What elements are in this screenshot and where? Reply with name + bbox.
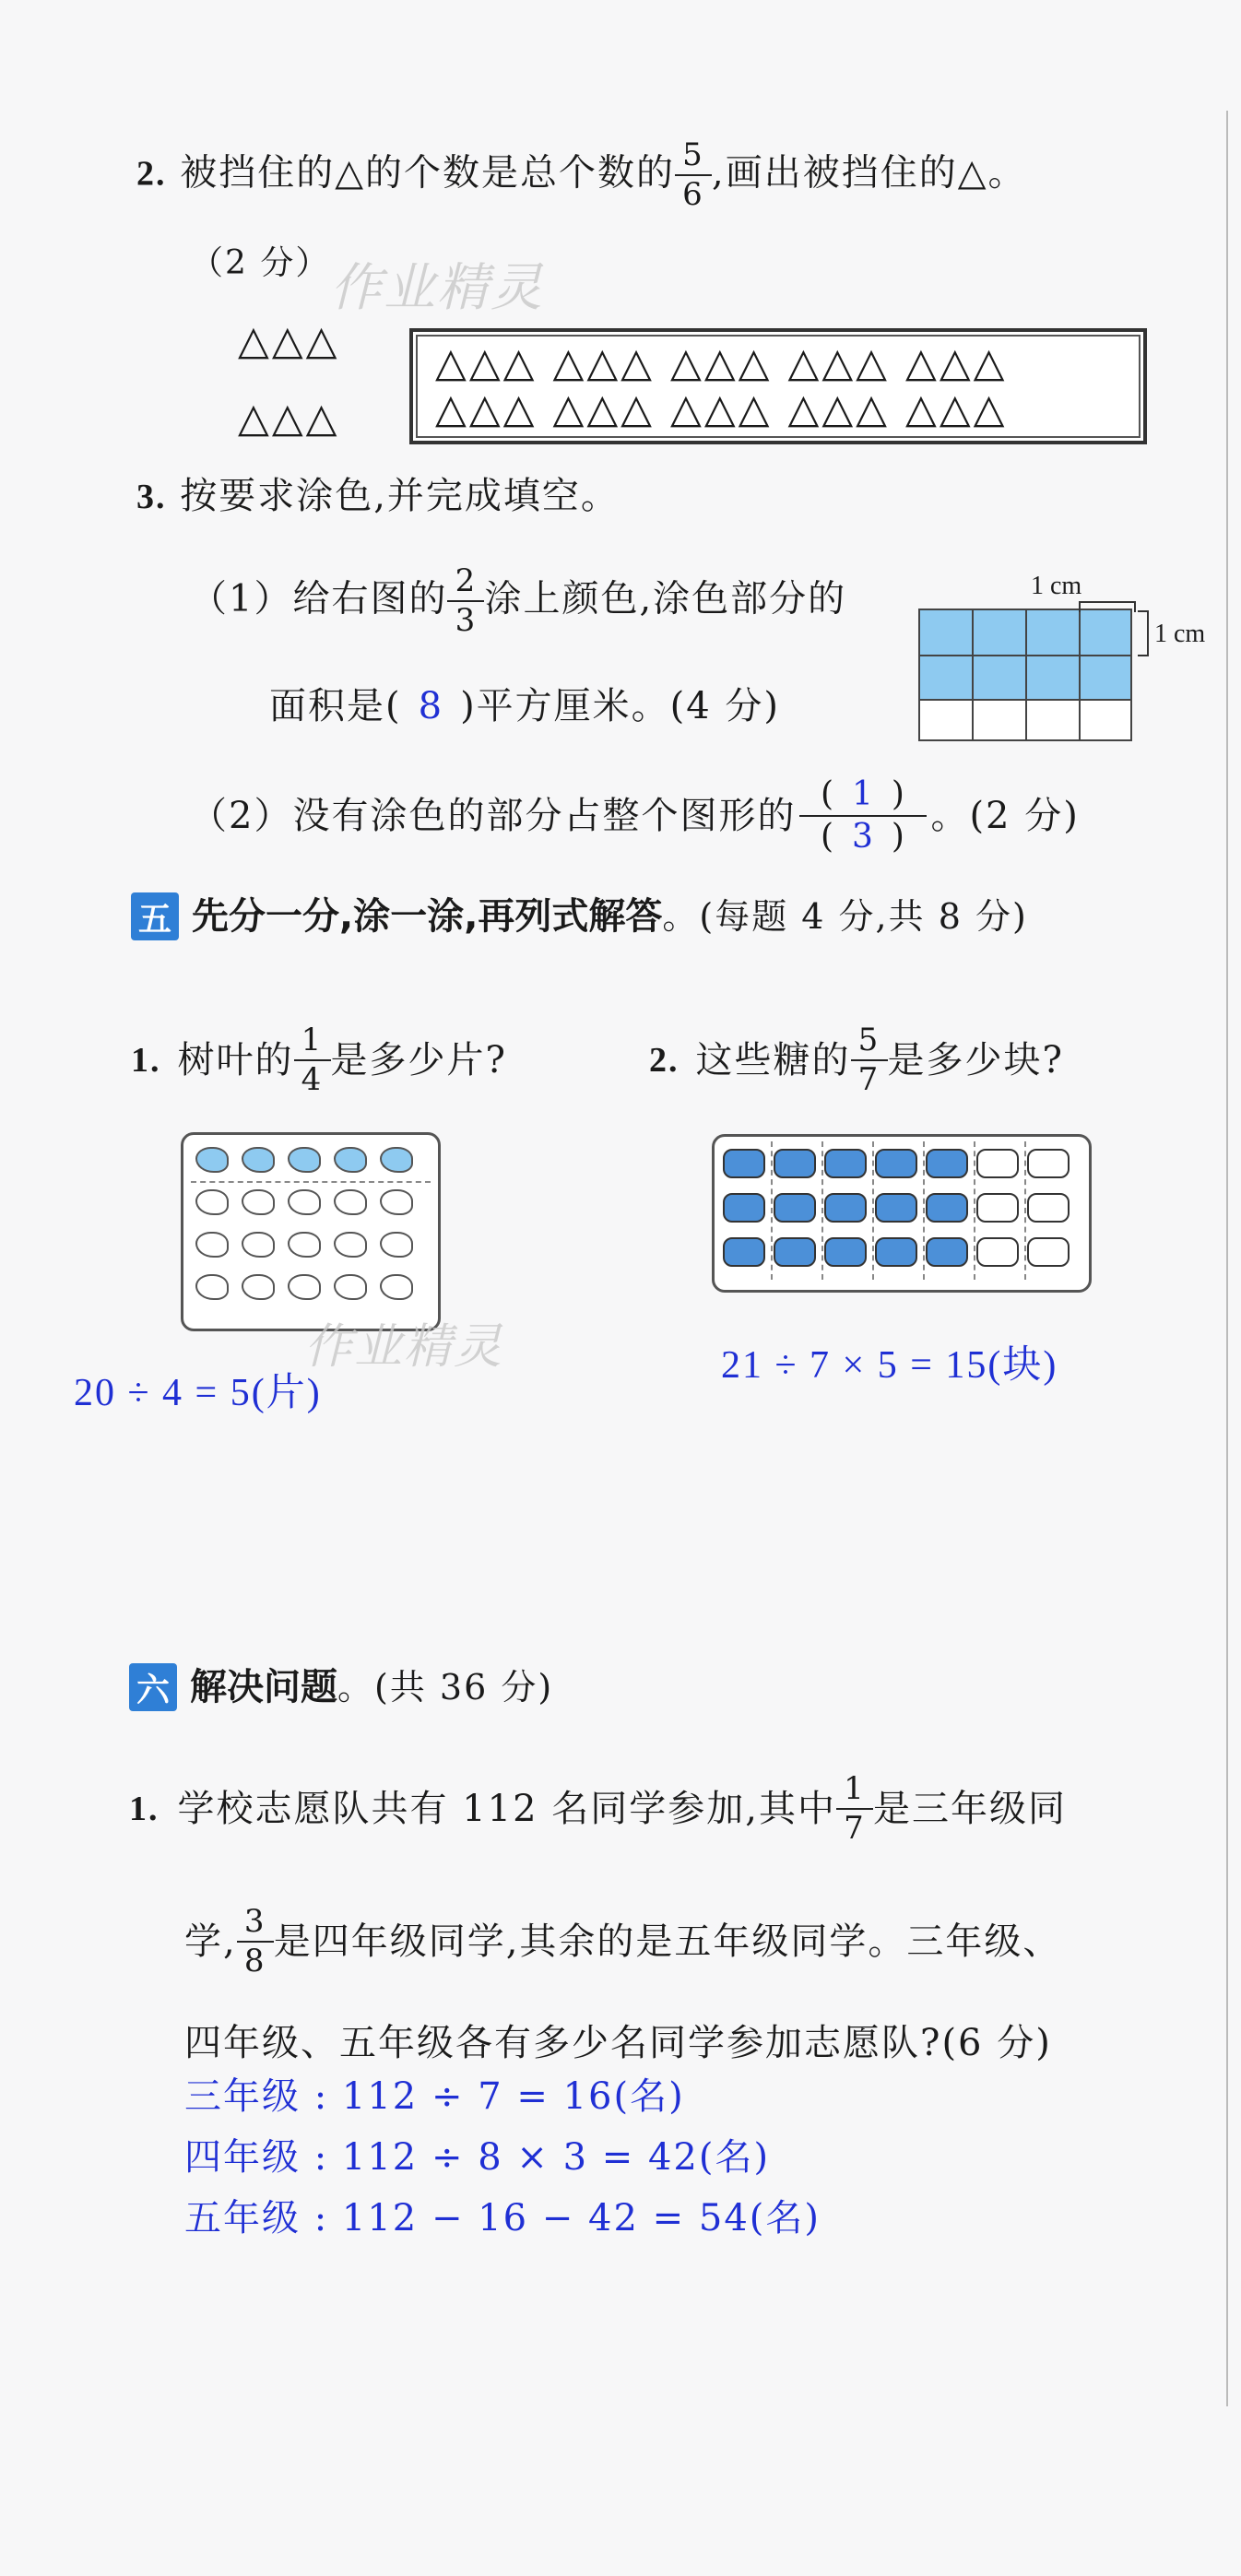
s5-q2-frac-numerator: 5 (857, 1022, 881, 1058)
box-triangles-row1: △△△ △△△ △△△ △△△ △△△ (435, 339, 1008, 386)
q3-part2-line (190, 776, 1080, 855)
grid-cell (1079, 655, 1132, 701)
leaf-icon (334, 1147, 367, 1173)
candy-icon (976, 1193, 1019, 1223)
grid-cell (972, 609, 1027, 656)
candy-divider (923, 1141, 925, 1280)
candy-icon (926, 1237, 968, 1267)
candy-divider (974, 1141, 975, 1280)
leaf-icon (288, 1147, 321, 1173)
grid-cell (1079, 699, 1132, 741)
candy-icon (976, 1149, 1019, 1178)
q3-part1-line1 (190, 564, 846, 639)
leaf-icon (380, 1189, 413, 1215)
q3-p2-denominator-row: ( 3 ) (820, 817, 906, 856)
candy-divider (771, 1141, 773, 1280)
grid-cell (918, 655, 974, 701)
s6-q1-number: 1. (129, 1790, 160, 1829)
section-5-badge: 五 (131, 892, 179, 940)
s5-q2-line (649, 1023, 1064, 1098)
dim-label-right: 1 cm (1154, 620, 1206, 648)
q3-line (136, 475, 620, 517)
q3-p1-frac-denominator: 3 (455, 602, 478, 640)
q2-text-a: 被挡住的△的个数是总个数的 (180, 151, 675, 195)
watermark: 作业精灵 (330, 258, 544, 318)
s5-q1-frac-numerator: 1 (301, 1022, 324, 1058)
candy-icon (723, 1149, 765, 1178)
s6-answer-grade3: 三年级 : 112 ÷ 7 = 16(名) (184, 2075, 685, 2118)
loose-triangles-top: △△△ (238, 317, 340, 364)
grid-cell (918, 609, 974, 656)
leaf-icon (242, 1189, 275, 1215)
q3-p1-answer: 8 (418, 685, 444, 727)
grid-cell (1079, 609, 1132, 656)
s5-q1-line (131, 1023, 507, 1098)
q2-line (136, 138, 1026, 213)
q3-p2-score: 。(2 分) (930, 794, 1080, 837)
s6-q1-line2 (184, 1905, 1061, 1979)
dim-bracket-right (1138, 610, 1149, 656)
s6-q1-line1 (129, 1772, 1067, 1847)
watermark: 作业精灵 (304, 1319, 504, 1375)
candy-icon (875, 1237, 917, 1267)
candy-icon (875, 1149, 917, 1178)
q2-number: 2. (136, 154, 167, 194)
leaf-icon (288, 1189, 321, 1215)
q3-text: 按要求涂色,并完成填空。 (180, 475, 620, 517)
dim-label-top: 1 cm (1031, 572, 1082, 600)
leaf-icon (334, 1189, 367, 1215)
s5-q2-text-b: 是多少块? (887, 1039, 1064, 1082)
candy-icon (926, 1193, 968, 1223)
candy-icon (774, 1149, 816, 1178)
candy-icon (774, 1193, 816, 1223)
q3-p2-denominator: 3 (852, 817, 875, 856)
candy-icon (976, 1237, 1019, 1267)
s5-q2-number: 2. (649, 1041, 680, 1081)
s6-q1-line2-b: 是四年级同学,其余的是五年级同学。三年级、 (273, 1920, 1062, 1964)
page-margin-line (1226, 111, 1228, 2406)
section-6-badge: 六 (129, 1663, 177, 1711)
s6-answer-grade4: 四年级 : 112 ÷ 8 × 3 = 42(名) (184, 2136, 771, 2179)
s6-q1-line3: 四年级、五年级各有多少名同学参加志愿队?(6 分) (184, 2022, 1052, 2064)
s6-q1-line1-b: 是三年级同 (873, 1788, 1067, 1831)
s6-frac1-numerator: 1 (844, 1770, 866, 1807)
leaf-icon (334, 1232, 367, 1258)
s6-q1-line1-a: 学校志愿队共有 112 名同学参加,其中 (177, 1788, 836, 1831)
s5-q2-frac-denominator: 7 (857, 1061, 881, 1099)
candy-icon (723, 1237, 765, 1267)
section-6-score: 。(共 36 分) (337, 1667, 554, 1707)
candy-icon (1027, 1149, 1070, 1178)
triangle-cover-box (409, 328, 1147, 444)
q3-p2-text: 没有涂色的部分占整个图形的 (292, 794, 797, 837)
q3-p1-label: （1） (190, 577, 293, 620)
q3-p2-numerator: 1 (852, 775, 875, 813)
s5-q1-text-b: 是多少片? (330, 1039, 507, 1082)
q3-p1-text-b: 涂上颜色,涂色部分的 (484, 577, 847, 620)
leaf-icon (334, 1274, 367, 1300)
candy-icon (926, 1149, 968, 1178)
leaf-icon (195, 1189, 229, 1215)
s5-q2-text-a: 这些糖的 (695, 1039, 851, 1082)
s5-q2-answer: 21 ÷ 7 × 5 = 15(块) (721, 1344, 1058, 1387)
leaf-icon (242, 1274, 275, 1300)
s5-q1-answer: 20 ÷ 4 = 5(片) (74, 1372, 322, 1414)
section-5-title: 先分一分,涂一涂,再列式解答 (192, 895, 663, 938)
q3-p2-label: （2） (190, 794, 293, 837)
leaf-icon (195, 1147, 229, 1173)
q3-p2-numerator-row: ( 1 ) (820, 775, 906, 813)
s5-q1-text-a: 树叶的 (177, 1039, 294, 1082)
candy-icon (774, 1237, 816, 1267)
candy-icon (824, 1149, 867, 1178)
s6-frac2-denominator: 8 (243, 1943, 266, 1980)
s6-q1-fraction2 (241, 1905, 270, 1979)
grid-cell (918, 699, 974, 741)
q2-score: （2 分） (190, 244, 331, 282)
q3-p1-frac-numerator: 2 (455, 562, 478, 599)
q2-frac-denominator: 6 (682, 176, 704, 214)
leaves-divider (191, 1181, 431, 1183)
grid-cell (1025, 609, 1081, 656)
candy-divider (872, 1141, 874, 1280)
box-triangles-row2: △△△ △△△ △△△ △△△ △△△ (435, 385, 1008, 432)
section-6-header (129, 1663, 553, 1711)
candy-icon (1027, 1237, 1070, 1267)
q3-p1-line2-b: )平方厘米。(4 分) (460, 685, 781, 727)
q2-text-b: ,画出被挡住的△。 (711, 151, 1027, 195)
candy-icon (824, 1193, 867, 1223)
leaf-icon (380, 1232, 413, 1258)
candy-icon (875, 1193, 917, 1223)
leaf-icon (380, 1147, 413, 1173)
q3-part1-line2 (269, 685, 781, 727)
grid-cell (972, 699, 1027, 741)
candy-icon (1027, 1193, 1070, 1223)
q3-p1-fraction (451, 564, 480, 639)
candy-divider (821, 1141, 823, 1280)
q2-frac-numerator: 5 (682, 136, 704, 173)
section-6-title: 解决问题 (190, 1666, 337, 1708)
leaf-icon (195, 1232, 229, 1258)
leaf-icon (288, 1274, 321, 1300)
grid-cell (1025, 655, 1081, 701)
s6-frac2-numerator: 3 (243, 1903, 266, 1940)
q3-p1-line2-a: 面积是( (269, 685, 402, 727)
grid-cell (972, 655, 1027, 701)
s6-q1-line2-a: 学, (184, 1920, 237, 1964)
s6-answer-grade5: 五年级 : 112 − 16 − 42 = 54(名) (184, 2197, 821, 2239)
grid-cell (1025, 699, 1081, 741)
leaf-icon (288, 1232, 321, 1258)
q3-p1-text-a: 给右图的 (292, 577, 448, 620)
leaf-icon (242, 1232, 275, 1258)
leaf-icon (195, 1274, 229, 1300)
s5-q1-number: 1. (131, 1041, 161, 1081)
q3-number: 3. (136, 478, 167, 516)
section-5-score: 。(每题 4 分,共 8 分) (662, 896, 1028, 937)
s6-frac1-denominator: 7 (844, 1810, 866, 1848)
s6-q1-fraction1 (840, 1772, 869, 1847)
loose-triangles-bottom: △△△ (238, 395, 340, 442)
q3-p2-answer-fraction (799, 776, 927, 855)
leaf-icon (242, 1147, 275, 1173)
s5-q1-frac-denominator: 4 (301, 1061, 324, 1099)
q2-fraction (679, 138, 708, 213)
leaf-icon (380, 1274, 413, 1300)
candy-icon (723, 1193, 765, 1223)
s5-q1-fraction (298, 1023, 327, 1098)
candy-divider (1024, 1141, 1026, 1280)
section-5-header (131, 892, 1028, 940)
s5-q2-fraction (855, 1023, 884, 1098)
candy-icon (824, 1237, 867, 1267)
dim-bracket-top (1079, 601, 1136, 612)
